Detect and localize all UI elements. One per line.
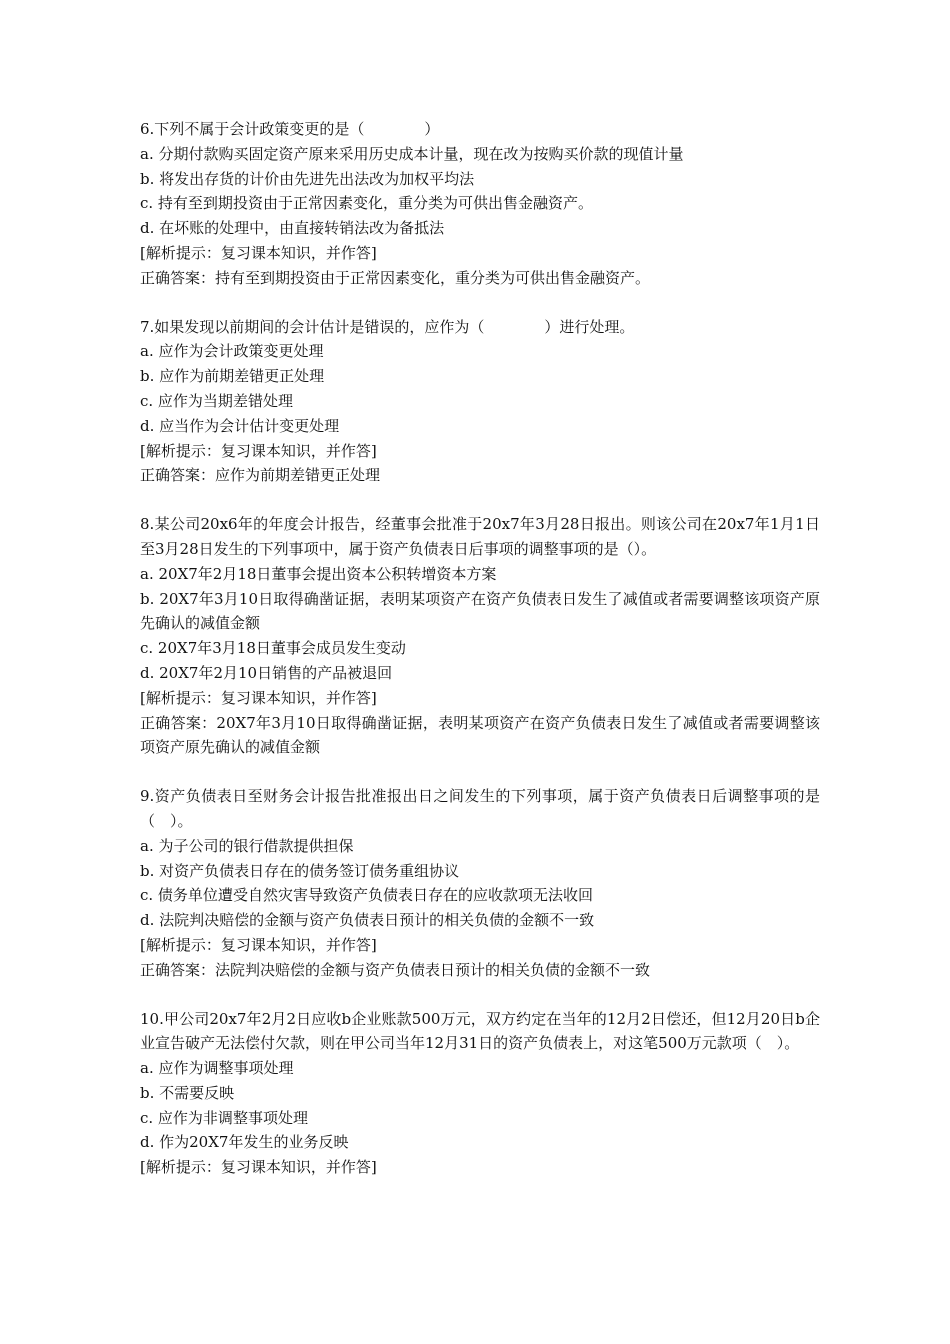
question-7 — [140, 315, 820, 489]
option-b: b. 将发出存货的计价由先进先出法改为加权平均法 — [140, 169, 475, 188]
correct-answer: 正确答案：法院判决赔偿的金额与资产负债表日预计的相关负债的金额不一致 — [140, 960, 651, 979]
analysis-hint: [解析提示：复习课本知识，并作答] — [140, 935, 377, 954]
question-stem: 6.下列不属于会计政策变更的是（ ） — [140, 120, 440, 138]
option-a: a. 应作为调整事项处理 — [140, 1059, 294, 1078]
question-10 — [140, 1007, 820, 1181]
option-d: d. 应当作为会计估计变更处理 — [140, 416, 340, 435]
analysis-hint: [解析提示：复习课本知识，并作答] — [140, 243, 377, 262]
correct-answer: 正确答案：20X7年3月10日取得确凿证据，表明某项资产在资产负债表日发生了减值或者需要调整该项资产原先确认的减值金额 — [140, 713, 820, 757]
option-c: c. 20X7年3月18日董事会成员发生变动 — [140, 639, 406, 658]
option-c: c. 债务单位遭受自然灾害导致资产负债表日存在的应收款项无法收回 — [140, 886, 593, 905]
option-d: d. 法院判决赔偿的金额与资产负债表日预计的相关负债的金额不一致 — [140, 911, 595, 930]
option-a: a. 分期付款购买固定资产原来采用历史成本计量，现在改为按购买价款的现值计量 — [140, 144, 684, 163]
option-a: a. 应作为会计政策变更处理 — [140, 342, 324, 361]
option-d: d. 作为20X7年发生的业务反映 — [140, 1133, 349, 1152]
document-page — [140, 117, 820, 1204]
correct-answer: 正确答案：持有至到期投资由于正常因素变化，重分类为可供出售金融资产。 — [140, 268, 651, 287]
analysis-hint: [解析提示：复习课本知识，并作答] — [140, 688, 377, 707]
option-a: a. 为子公司的银行借款提供担保 — [140, 836, 354, 855]
option-d: d. 20X7年2月10日销售的产品被退回 — [140, 663, 393, 682]
option-d: d. 在坏账的处理中，由直接转销法改为备抵法 — [140, 219, 445, 238]
option-b: b. 20X7年3月10日取得确凿证据，表明某项资产在资产负债表日发生了减值或者需要调整该项资产原先确认的减值金额 — [140, 589, 820, 633]
option-b: b. 应作为前期差错更正处理 — [140, 367, 325, 386]
question-stem: 10.甲公司20x7年2月2日应收b企业账款500万元，双方约定在当年的12月2日偿还，但12月20日b企业宣告破产无法偿付欠款，则在甲公司当年12月31日的资产负债表上，对这笔500万元款项（ ）。 — [140, 1009, 820, 1053]
question-stem: 9.资产负债表日至财务会计报告批准报出日之间发生的下列事项，属于资产负债表日后调整事项的是（ ）。 — [140, 787, 820, 830]
analysis-hint: [解析提示：复习课本知识，并作答] — [140, 1158, 377, 1177]
option-b: b. 不需要反映 — [140, 1083, 235, 1102]
option-a: a. 20X7年2月18日董事会提出资本公积转增资本方案 — [140, 564, 497, 583]
analysis-hint: [解析提示：复习课本知识，并作答] — [140, 441, 377, 460]
question-6 — [140, 117, 820, 291]
option-c: c. 应作为非调整事项处理 — [140, 1108, 308, 1127]
question-8 — [140, 512, 820, 760]
option-c: c. 应作为当期差错处理 — [140, 391, 293, 410]
option-b: b. 对资产负债表日存在的债务签订债务重组协议 — [140, 861, 460, 880]
correct-answer: 正确答案：应作为前期差错更正处理 — [140, 466, 381, 485]
option-c: c. 持有至到期投资由于正常因素变化，重分类为可供出售金融资产。 — [140, 194, 593, 213]
question-stem: 7.如果发现以前期间的会计估计是错误的，应作为（ ）进行处理。 — [140, 317, 635, 336]
question-9 — [140, 784, 820, 982]
question-stem: 8.某公司20x6年的年度会计报告，经董事会批准于20x7年3月28日报出。则该公司在20x7年1月1日至3月28日发生的下列事项中，属于资产负债表日后事项的调整事项的是（）。 — [140, 515, 820, 558]
